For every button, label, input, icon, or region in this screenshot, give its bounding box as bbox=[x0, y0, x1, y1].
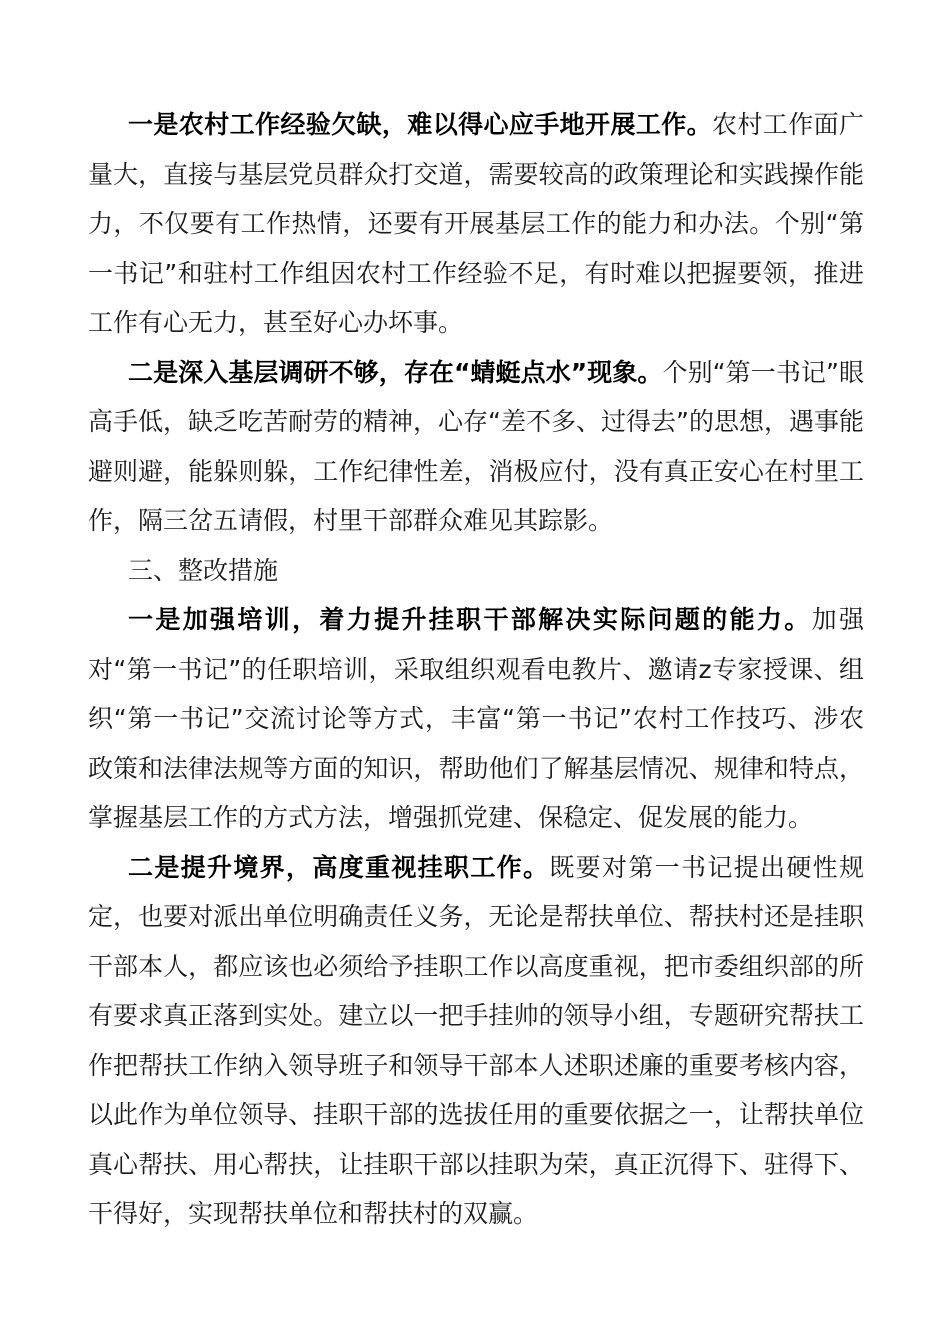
problem-2-lead: 二是深入基层调研不够，存在“蜻蜓点水”现象。 bbox=[128, 357, 663, 387]
measure-paragraph-2 bbox=[88, 843, 864, 1239]
measure-2-lead: 二是提升境界，高度重视挂职工作。 bbox=[128, 852, 550, 882]
problem-1-body: 农村工作面广量大，直接与基层党员群众打交道，需要较高的政策理论和实践操作能力，不仅要有工作热情，还要有开展基层工作的能力和办法。个别“第一书记”和驻村工作组因农村工作经验不足，有时难以把握要领，推进工作有心无力，甚至好心办坏事。 bbox=[88, 110, 864, 337]
measure-1-lead: 一是加强培训，着力提升挂职干部解决实际问题的能力。 bbox=[128, 605, 812, 634]
measure-paragraph-1 bbox=[88, 595, 864, 843]
problem-paragraph-1 bbox=[88, 100, 864, 348]
measure-2-body: 既要对第一书记提出硬性规定，也要对派出单位明确责任义务，无论是帮扶单位、帮扶村还是挂职干部本人，都应该也必须给予挂职工作以高度重视，把市委组织部的所有要求真正落到实处。建立以一把手挂帅的领导小组，专题研究帮扶工作把帮扶工作纳入领导班子和领导干部本人述职述廉的重要考核内容，以此作为单位领导、挂职干部的选拔任用的重要依据之一，让帮扶单位真心帮扶、用心帮扶，让挂职干部以挂职为荣，真正沉得下、驻得下、干得好，实现帮扶单位和帮扶村的双赢。 bbox=[88, 852, 864, 1228]
measure-1-body: 加强对“第一书记”的任职培训，采取组织观看电教片、邀请z专家授课、组织“第一书记”交流讨论等方式，丰富“第一书记”农村工作技巧、涉农政策和法律法规等方面的知识，帮助他们了解基层情况、规律和特点，掌握基层工作的方式方法，增强抓党建、保稳定、促发展的能力。 bbox=[88, 605, 864, 832]
problem-2-body: 个别“第一书记”眼高手低，缺乏吃苦耐劳的精神，心存“差不多、过得去”的思想，遇事能避则避，能躲则躲，工作纪律性差，消极应付，没有真正安心在村里工作，隔三岔五请假，村里干部群众难见其踪影。 bbox=[88, 357, 864, 535]
problem-paragraph-2 bbox=[88, 348, 864, 546]
section-heading: 三、整改措施 bbox=[128, 555, 279, 585]
document-page bbox=[88, 100, 864, 1239]
problem-1-lead: 一是农村工作经验欠缺，难以得心应手地开展工作。 bbox=[128, 110, 713, 139]
